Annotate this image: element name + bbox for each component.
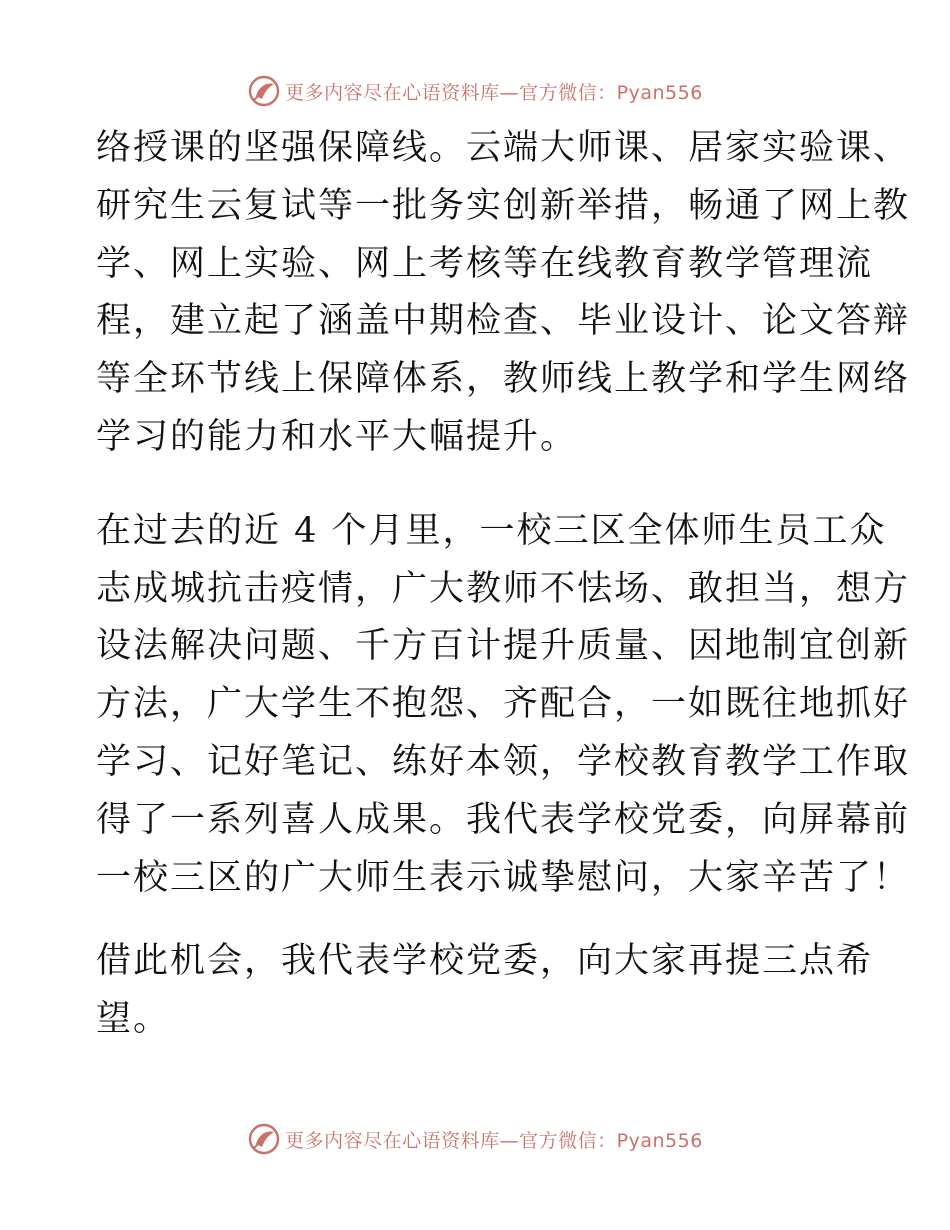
text-line: 在过去的近 4 个月里，一校三区全体师生员工众 [96, 510, 887, 551]
brand-logo-icon [247, 74, 281, 108]
document-body [96, 120, 911, 1049]
text-line: 研究生云复试等一批务实创新举措，畅通了网上教 [96, 185, 911, 226]
text-line: 望。 [96, 999, 171, 1040]
paragraph [96, 503, 911, 908]
text-line: 学、网上实验、网上考核等在线教育教学管理流 [96, 243, 874, 284]
paragraph [96, 120, 911, 467]
text-line: 一校三区的广大师生表示诚挚慰问，大家辛苦了！ [96, 857, 911, 898]
text-line: 借此机会，我代表学校党委，向大家再提三点希 [96, 941, 874, 982]
watermark-text: 更多内容尽在心语资料库—官方微信：Pyan556 [285, 81, 703, 104]
text-line: 等全环节线上保障体系，教师线上教学和学生网络 [96, 359, 911, 400]
text-line: 程，建立起了涵盖中期检查、毕业设计、论文答辩 [96, 301, 911, 342]
text-line: 志成城抗击疫情，广大教师不怯场、敢担当，想方 [96, 568, 911, 609]
text-line: 方法，广大学生不抱怨、齐配合，一如既往地抓好 [96, 684, 911, 725]
paragraph [96, 933, 874, 1049]
watermark-text: 更多内容尽在心语资料库—官方微信：Pyan556 [285, 1129, 703, 1152]
text-line: 学习、记好笔记、练好本领，学校教育教学工作取 [96, 741, 911, 782]
brand-logo-icon [247, 1122, 281, 1156]
footer-watermark [0, 1122, 950, 1156]
text-line: 得了一系列喜人成果。我代表学校党委，向屏幕前 [96, 799, 911, 840]
header-watermark [0, 74, 950, 108]
text-line: 络授课的坚强保障线。云端大师课、居家实验课、 [96, 128, 911, 168]
text-line: 设法解决问题、千方百计提升质量、因地制宜创新 [96, 626, 911, 667]
text-line: 学习的能力和水平大幅提升。 [96, 416, 578, 457]
